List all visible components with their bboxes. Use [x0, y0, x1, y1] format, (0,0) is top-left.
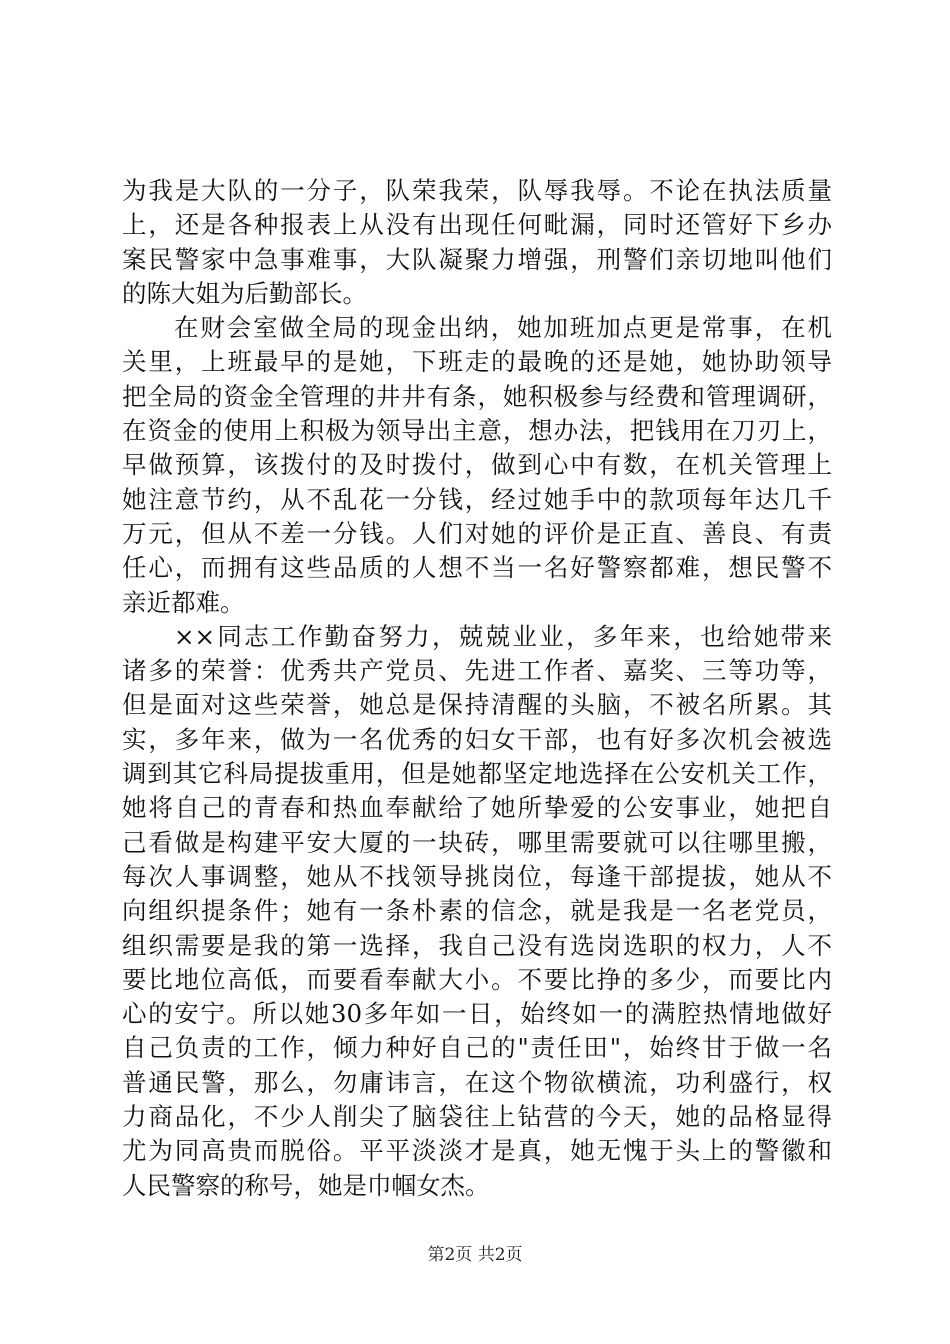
text-line: 关里，上班最早的是她，下班走的最晚的还是她，她协助领导 [122, 347, 832, 377]
text-line: 要比地位高低，而要看奉献大小。不要比挣的多少，而要比内 [122, 964, 832, 994]
text-line: 她注意节约，从不乱花一分钱，经过她手中的款项每年达几千 [122, 484, 832, 514]
paragraph [122, 620, 832, 1203]
text-line: 每次人事调整，她从不找领导挑岗位，每逢干部提拔，她从不 [122, 861, 832, 891]
text-line: 力商品化，不少人削尖了脑袋往上钻营的今天，她的品格显得 [122, 1102, 832, 1132]
text-line: 为我是大队的一分子，队荣我荣，队辱我辱。不论在执法质量 [122, 176, 832, 205]
text-line: 自己负责的工作，倾力种好自己的"责任田"，始终甘于做一名 [122, 1033, 832, 1063]
text-line: 组织需要是我的第一选择，我自己没有选岗选职的权力，人不 [122, 930, 832, 960]
text-line: 在财会室做全局的现金出纳，她加班加点更是常事，在机 [174, 313, 832, 343]
text-line: 案民警家中急事难事，大队凝聚力增强，刑警们亲切地叫他们 [122, 244, 832, 274]
text-line: 但是面对这些荣誉，她总是保持清醒的头脑，不被名所累。其 [122, 690, 832, 720]
text-line: 上，还是各种报表上从没有出现任何毗漏，同时还管好下乡办 [122, 210, 832, 240]
text-line: 的陈大姐为后勤部长。 [122, 278, 367, 308]
text-line: 心的安宁。所以她30多年如一日，始终如一的满腔热情地做好 [122, 999, 832, 1029]
text-line: 亲近都难。 [122, 587, 245, 617]
paragraph [122, 174, 832, 311]
text-line: 调到其它科局提拔重用，但是她都坚定地选择在公安机关工作， [122, 759, 832, 789]
page-footer: 第2页 共2页 [427, 1245, 523, 1265]
text-line: 己看做是构建平安大厦的一块砖，哪里需要就可以往哪里搬， [122, 827, 832, 857]
text-line: ××同志工作勤奋努力，兢兢业业，多年来，也给她带来 [174, 621, 832, 651]
text-line: 在资金的使用上积极为领导出主意，想办法，把钱用在刀刃上， [122, 416, 832, 446]
text-line: 尤为同高贵而脱俗。平平淡淡才是真，她无愧于头上的警徽和 [122, 1136, 832, 1166]
text-line: 早做预算，该拨付的及时拨付，做到心中有数，在机关管理上 [122, 450, 832, 480]
text-line: 把全局的资金全管理的井井有条，她积极参与经费和管理调研， [122, 381, 832, 411]
text-line: 向组织提条件；她有一条朴素的信念，就是我是一名老党员， [122, 896, 832, 926]
text-line: 万元，但从不差一分钱。人们对她的评价是正直、善良、有责 [122, 518, 832, 548]
document-body [122, 174, 832, 1203]
text-line: 人民警察的称号，她是巾帼女杰。 [122, 1170, 490, 1200]
text-line: 普通民警，那么，勿庸讳言，在这个物欲横流，功利盛行，权 [122, 1067, 832, 1097]
text-line: 任心，而拥有这些品质的人想不当一名好警察都难，想民警不 [122, 553, 832, 583]
text-line: 实，多年来，做为一名优秀的妇女干部，也有好多次机会被选 [122, 724, 832, 754]
text-line: 诸多的荣誉：优秀共产党员、先进工作者、嘉奖、三等功等， [122, 656, 832, 686]
text-line: 她将自己的青春和热血奉献给了她所挚爱的公安事业，她把自 [122, 793, 832, 823]
paragraph [122, 311, 832, 620]
